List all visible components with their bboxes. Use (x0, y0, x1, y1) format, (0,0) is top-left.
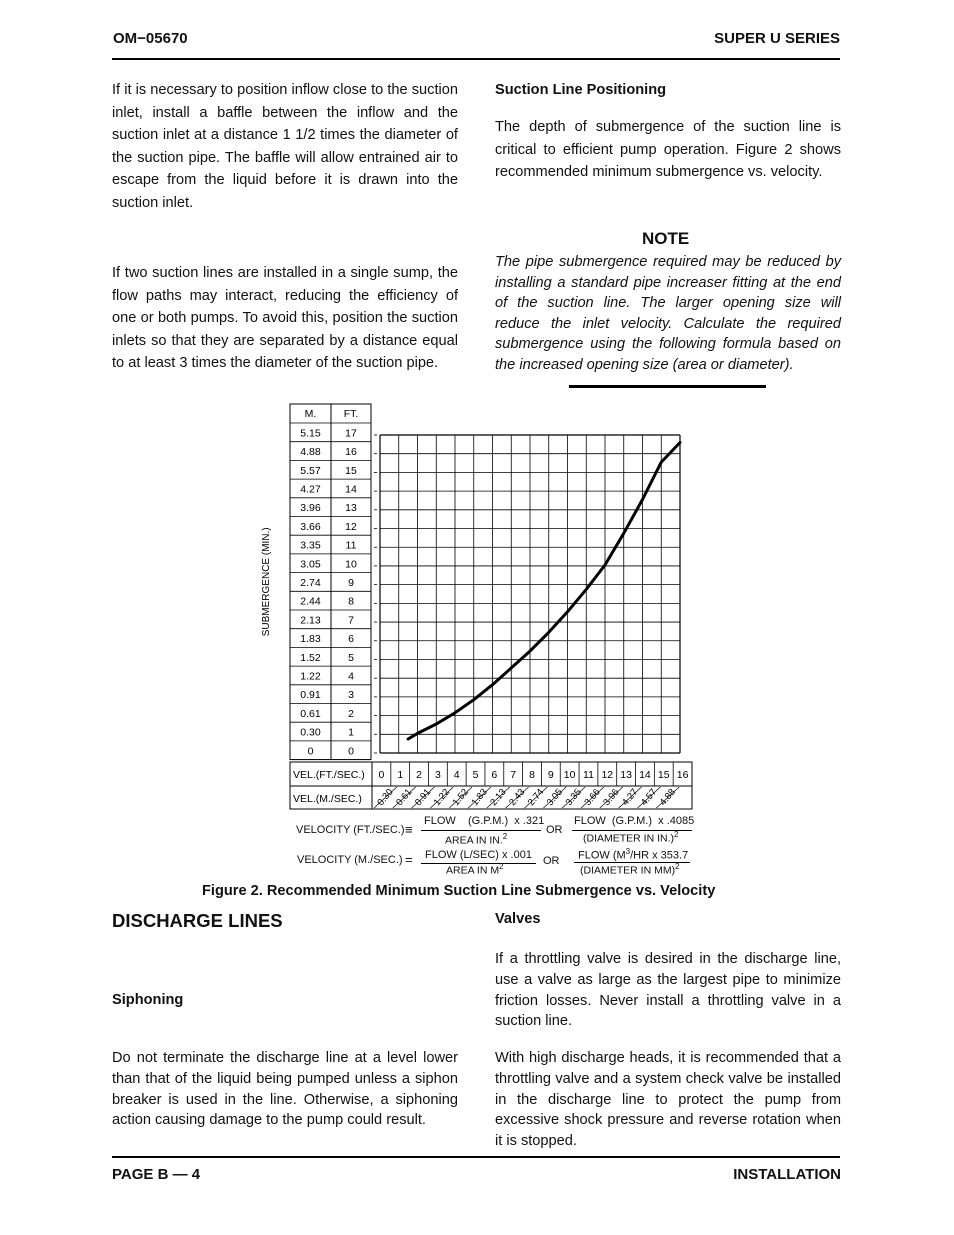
y-tick-ft-label: 17 (345, 427, 357, 440)
y-tick-ft-label: 0 (348, 745, 354, 758)
fraction-bar (421, 830, 541, 831)
x-tick-m-label: 2.74 (525, 786, 547, 809)
y-tick-m-label: 5.15 (300, 427, 321, 440)
x-axis-label-ft: VEL.(FT./SEC.) (293, 769, 365, 781)
y-tick-ft-label: 12 (345, 520, 357, 533)
x-tick-m-label: 1.52 (450, 786, 471, 809)
formula-ft-area-numerator: FLOW (G.P.M.) x .321 (424, 815, 545, 827)
submergence-chart (250, 398, 710, 810)
y-tick-m-label: 1.52 (300, 651, 321, 664)
x-tick-ft-label: 0 (378, 769, 385, 781)
y-tick-m-label: 2.44 (300, 595, 321, 608)
area-in-m-text: AREA IN M (446, 864, 500, 877)
suction-line-positioning-heading: Suction Line Positioning (495, 82, 667, 98)
submergence-curve (408, 443, 680, 740)
per-hour-factor-text: /HR x 353.7 (630, 849, 689, 862)
formula-ft-area-denominator (445, 832, 507, 847)
y-tick-ft-label: 7 (348, 614, 354, 627)
y-tick-ft-label: 2 (348, 707, 354, 720)
x-tick-m-label: 0.61 (394, 786, 415, 809)
x-tick-m-label: 1.83 (469, 786, 490, 809)
x-tick-m-label: 4.88 (657, 786, 679, 809)
squared-exponent: 2 (499, 862, 504, 871)
y-axis-label: SUBMERGENCE (MIN.) (261, 527, 272, 637)
note-end-rule (569, 385, 766, 388)
discharge-lines-heading: DISCHARGE LINES (112, 910, 283, 931)
y-tick-ft-label: 9 (348, 576, 354, 589)
y-tick-m-label: 0.30 (300, 726, 321, 739)
table-header-ft: FT. (343, 408, 359, 420)
y-tick-m-label: 3.05 (300, 558, 321, 571)
y-tick-m-label: 3.96 (300, 502, 321, 515)
y-tick-ft-label: 4 (348, 670, 354, 683)
x-tick-ft-label: 7 (510, 769, 517, 781)
inflow-baffle-paragraph: If it is necessary to position inflow close to the suction inlet, install a baffle between the inflow and the suction inlet at a distance 1 1/2 times the diameter of the suction pipe. The baffle will allow entrained air to escape from the liquid before it is drawn into the suction inlet. (112, 82, 458, 211)
y-tick-m-label: 5.57 (300, 464, 321, 477)
velocity-m-equals: = (405, 852, 413, 867)
cubed-exponent: 3 (625, 847, 631, 856)
siphoning-heading: Siphoning (112, 992, 184, 1008)
y-tick-ft-label: 11 (345, 539, 357, 552)
formula-m-diameter-denominator (580, 862, 680, 877)
y-tick-ft-label: 6 (348, 633, 354, 646)
y-tick-m-label: 0.91 (300, 689, 321, 702)
velocity-m-label: VELOCITY (M./SEC.) (297, 854, 403, 866)
or-label: OR (546, 824, 563, 836)
x-tick-ft-label: 16 (676, 769, 689, 781)
velocity-ft-label: VELOCITY (FT./SEC.) (296, 824, 405, 836)
x-tick-ft-label: 11 (583, 769, 594, 781)
area-in-in-text: AREA IN IN. (445, 834, 503, 847)
two-suction-lines-paragraph: If two suction lines are installed in a single sump, the flow paths may interact, reducing the efficiency of one or both pumps. To avoid this, position the suction inlets so that they are separated by a distance equal to at least 3 times the diameter of the suction pipe. (112, 265, 458, 371)
y-tick-m-label: 2.74 (300, 576, 321, 589)
or-label: OR (543, 855, 560, 867)
section-name: INSTALLATION (733, 1166, 841, 1183)
y-tick-m-label: 0.61 (300, 707, 321, 720)
y-tick-ft-label: 5 (348, 651, 354, 664)
x-tick-ft-label: 13 (620, 769, 632, 781)
x-tick-m-label: 4.27 (620, 786, 641, 809)
squared-exponent: 2 (674, 830, 679, 839)
y-tick-ft-label: 14 (345, 483, 357, 496)
y-tick-m-label: 4.88 (300, 446, 321, 459)
x-tick-m-label: 2.43 (507, 786, 528, 809)
header-rule (112, 58, 840, 60)
x-tick-ft-label: 3 (434, 769, 441, 781)
table-header-m: M. (304, 408, 317, 420)
x-tick-ft-label: 12 (601, 769, 614, 781)
x-tick-ft-label: 14 (639, 769, 651, 781)
y-tick-ft-label: 16 (345, 446, 357, 459)
y-tick-m-label: 4.27 (300, 483, 321, 496)
squared-exponent: 2 (502, 832, 508, 841)
y-tick-m-label: 1.83 (300, 633, 321, 646)
x-tick-ft-label: 6 (491, 769, 498, 781)
y-tick-m-label: 3.35 (300, 539, 321, 552)
series-title: SUPER U SERIES (714, 30, 840, 47)
submergence-paragraph: The depth of submergence of the suction line is critical to efficient pump operation. Figure 2 shows recommended minimum submergence vs. velocity. (495, 119, 841, 180)
x-tick-m-label: 3.96 (601, 786, 622, 809)
flow-m3-text: FLOW (M (578, 849, 626, 862)
x-tick-m-label: 0.30 (375, 786, 396, 809)
formula-m-diameter-numerator (578, 847, 688, 862)
valves-paragraph-1: If a throttling valve is desired in the discharge line, use a valve as large as the largest pipe to minimize friction losses. Never install a throttling valve in a suction line. (495, 951, 841, 1030)
y-tick-m-label: 2.13 (300, 614, 321, 627)
y-tick-ft-label: 10 (345, 558, 357, 571)
footer-rule (112, 1156, 840, 1158)
x-tick-m-label: 3.05 (544, 786, 566, 809)
velocity-ft-equiv: ≡ (405, 822, 413, 837)
y-tick-ft-label: 3 (348, 689, 354, 702)
x-tick-m-label: 2.13 (488, 786, 509, 809)
formula-m-area-denominator (446, 862, 504, 877)
formula-ft-diameter-denominator (583, 830, 678, 845)
y-tick-m-label: 1.22 (300, 670, 321, 683)
x-tick-ft-label: 15 (657, 769, 670, 781)
valves-heading: Valves (495, 911, 541, 927)
x-tick-ft-label: 9 (547, 769, 554, 781)
x-tick-ft-label: 2 (416, 769, 422, 781)
y-tick-m-label: 0 (307, 745, 314, 758)
y-tick-ft-label: 13 (345, 502, 357, 515)
y-tick-ft-label: 15 (345, 464, 357, 477)
x-tick-m-label: 3.66 (582, 786, 603, 809)
x-tick-ft-label: 1 (397, 769, 404, 781)
x-tick-ft-label: 4 (453, 769, 460, 781)
formula-m-area-numerator: FLOW (L/SEC) x .001 (425, 849, 532, 861)
x-tick-ft-label: 10 (563, 769, 576, 781)
note-title: NOTE (642, 229, 690, 248)
y-tick-ft-label: 8 (348, 595, 354, 608)
note-body: The pipe submergence required may be reduced by installing a standard pipe increaser fitting at the end of the suction line. The larger opening size will reduce the inlet velocity. Calculate the required submergence using the following formula based on the increased opening size (area or diameter). (495, 254, 841, 373)
x-tick-m-label: 0.91 (412, 786, 434, 809)
formula-ft-diameter-numerator: FLOW (G.P.M.) x .4085 (574, 815, 695, 827)
diameter-in-in-text: (DIAMETER IN IN.) (583, 832, 674, 845)
siphoning-paragraph: Do not terminate the discharge line at a level lower than that of the liquid being pumped unless a siphon breaker is used in the line. Otherwise, a siphoning action causing damage to the pump could result. (112, 1050, 458, 1129)
x-tick-m-label: 4.57 (638, 786, 660, 809)
doc-number: OM−05670 (113, 30, 188, 47)
x-tick-m-label: 3.35 (563, 786, 584, 809)
figure-caption: Figure 2. Recommended Minimum Suction Line Submergence vs. Velocity (202, 883, 716, 899)
x-tick-ft-label: 5 (472, 769, 479, 781)
page-number: PAGE B — 4 (112, 1166, 201, 1183)
x-axis-label-m: VEL.(M./SEC.) (293, 793, 362, 805)
squared-exponent: 2 (675, 862, 680, 871)
x-tick-m-label: 1.22 (431, 786, 453, 809)
x-tick-ft-label: 8 (529, 769, 535, 781)
diameter-in-mm-text: (DIAMETER IN MM) (580, 864, 676, 877)
y-tick-ft-label: 1 (348, 726, 354, 739)
y-tick-m-label: 3.66 (300, 520, 321, 533)
valves-paragraph-2: With high discharge heads, it is recommended that a throttling valve and a system check valve be installed in the discharge line to protect the pump from excessive shock pressure and reverse rotation when it is stopped. (495, 1050, 841, 1150)
